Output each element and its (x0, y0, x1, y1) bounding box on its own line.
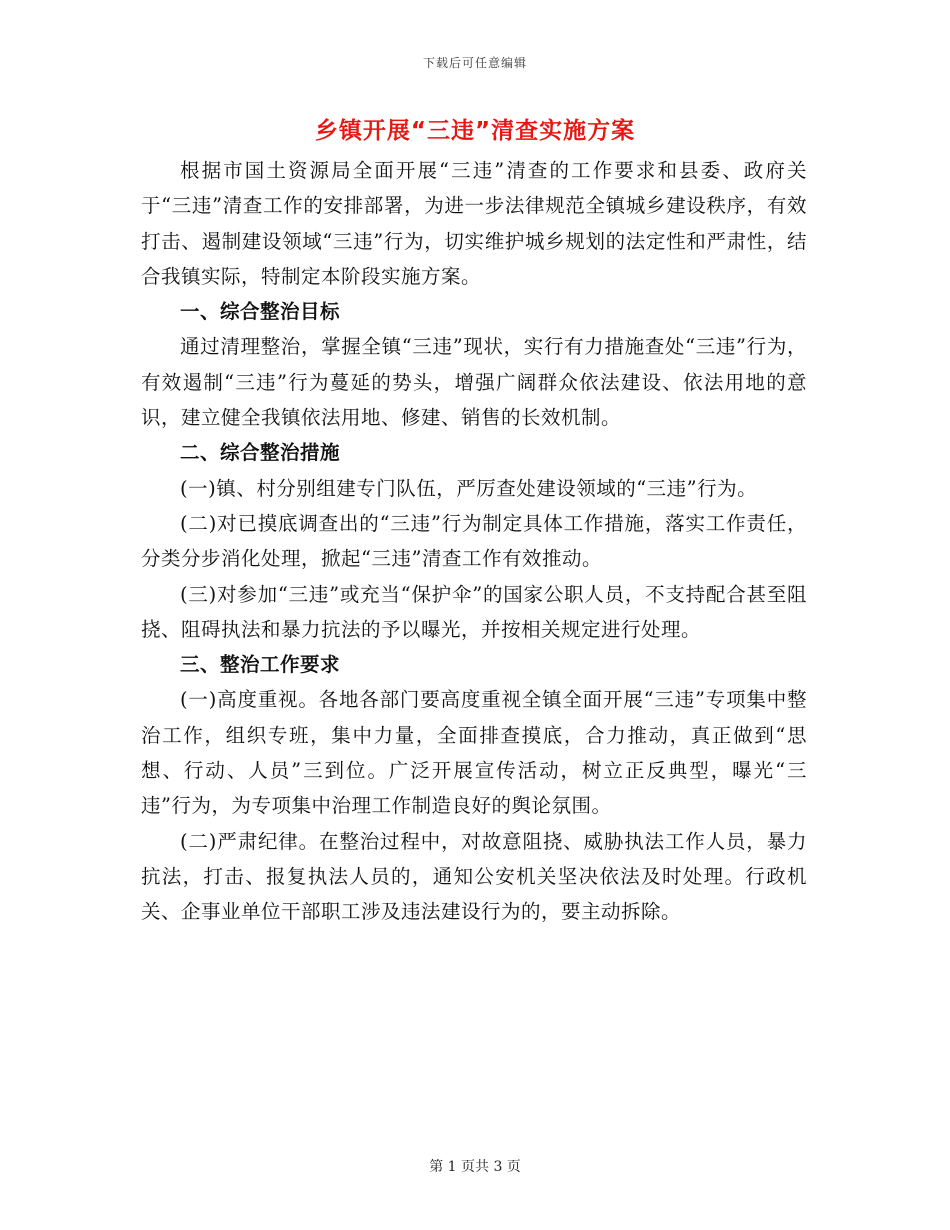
section-2-item-2: (二)对已摸底调查出的“三违”行为制定具体工作措施，落实工作责任，分类分步消化处理，掀起“三违”清查工作有效推动。 (141, 511, 807, 571)
section-1-paragraph: 通过清理整治，掌握全镇“三违”现状，实行有力措施查处“三违”行为，有效遏制“三违”行为蔓延的势头，增强广阔群众依法建设、依法用地的意识，建立健全我镇依法用地、修建、销售的长效机制。 (141, 335, 807, 430)
section-heading-2: 二、综合整治措施 (180, 441, 341, 465)
section-2-item-3: (三)对参加“三违”或充当“保护伞”的国家公职人员，不支持配合甚至阻挠、阻碍执法和暴力抗法的予以曝光，并按相关规定进行处理。 (141, 582, 807, 641)
document-body (141, 153, 807, 930)
document-title: 乡镇开展“三违”清查实施方案 (314, 118, 636, 144)
intro-paragraph: 根据市国土资源局全面开展“三违”清查的工作要求和县委、政府关于“三违”清查工作的安排部署，为进一步法律规范全镇城乡建设秩序，有效打击、遏制建设领域“三违”行为，切实维护城乡规划的法定性和严肃性，结合我镇实际，特制定本阶段实施方案。 (141, 159, 807, 288)
page-header: 下载后可任意编辑 (422, 56, 527, 70)
section-3-item-2: (二)严肃纪律。在整治过程中，对故意阻挠、威胁执法工作人员，暴力抗法，打击、报复执法人员的，通知公安机关坚决依法及时处理。行政机关、企事业单位干部职工涉及违法建设行为的，要主动拆除。 (141, 829, 807, 924)
section-3-item-1: (一)高度重视。各地各部门要高度重视全镇全面开展“三违”专项集中整治工作，组织专班，集中力量，全面排查摸底，合力推动，真正做到“思想、行动、人员”三到位。广泛开展宣传活动，树立正反典型，曝光“三违”行为，为专项集中治理工作制造良好的舆论氛围。 (141, 688, 807, 818)
page-footer: 第 1 页共 3 页 (429, 1159, 521, 1175)
section-2-item-1: (一)镇、村分别组建专门队伍，严厉查处建设领域的“三违”行为。 (180, 476, 758, 500)
section-heading-1: 一、综合整治目标 (180, 300, 341, 324)
section-heading-3: 三、整治工作要求 (180, 653, 341, 677)
